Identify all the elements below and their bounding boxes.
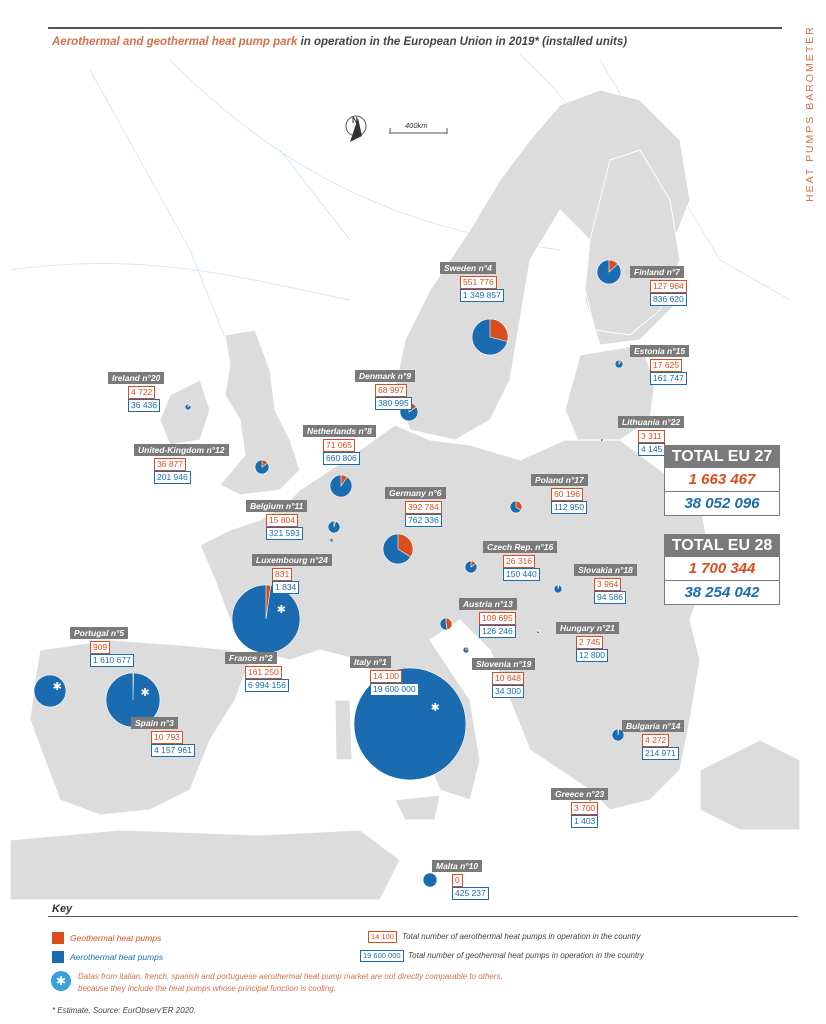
aero-value-sweden: 1 349 857 [460, 289, 504, 302]
geo-value-portugal: 909 [90, 641, 110, 654]
pie-belgium [328, 521, 340, 533]
geo-value-greece: 3 700 [571, 802, 598, 815]
geo-value-estonia: 17 625 [650, 359, 682, 372]
pie-malta [423, 873, 437, 887]
geo-value-spain: 10 793 [151, 731, 183, 744]
north-arrow [346, 116, 366, 142]
pie-uk [255, 460, 269, 474]
pie-germany [383, 534, 413, 564]
total-eu27-geo: 1 663 467 [665, 468, 779, 492]
country-name: Luxembourg n°24 [252, 554, 332, 566]
country-name: Belgium n°11 [246, 500, 307, 512]
key-sample-geo: 14 100 [368, 931, 397, 943]
country-name: Lithuania n°22 [618, 416, 684, 428]
pie-slovenia [463, 647, 469, 653]
sardinia-land [335, 700, 352, 760]
sidebar-text: HEAT PUMPS BAROMETER [804, 25, 816, 202]
aero-value-austria: 126 246 [479, 625, 516, 638]
country-name: Estonia n°15 [630, 345, 689, 357]
country-label-poland [531, 474, 588, 486]
country-name: Spain n°3 [131, 717, 178, 729]
country-name: Slovenia n°19 [472, 658, 535, 670]
aero-value-luxembourg: 1 834 [272, 581, 299, 594]
geo-value-malta: 0 [452, 874, 463, 887]
star-icon: ✱ [276, 602, 286, 616]
key-sample-aero-text: Total number of geothermal heat pumps in operation in the country [408, 951, 644, 960]
pie-luxembourg [330, 538, 334, 542]
aero-value-estonia: 161 747 [650, 372, 687, 385]
country-name: United-Kingdom n°12 [134, 444, 229, 456]
country-name: Austria n°13 [459, 598, 517, 610]
geo-value-hungary: 2 745 [576, 636, 603, 649]
aero-value-uk: 201 946 [154, 471, 191, 484]
geo-swatch [52, 932, 64, 944]
pie-geo-slice-slovenia [466, 647, 469, 650]
pie-hungary [537, 631, 540, 634]
country-label-slovenia [472, 658, 535, 670]
country-name: Germany n°6 [385, 487, 446, 499]
aero-value-greece: 1 403 [571, 815, 598, 828]
pie-poland [510, 501, 522, 513]
scale-label: 400km [405, 121, 428, 130]
aero-value-denmark: 380 995 [375, 397, 412, 410]
geo-value-denmark: 68 997 [375, 384, 407, 397]
country-label-netherlands [303, 425, 376, 437]
pie-lithuania [601, 439, 604, 442]
geo-value-ireland: 4 722 [128, 386, 155, 399]
geo-value-slovakia: 3 964 [594, 578, 621, 591]
aero-value-czech: 150 440 [503, 568, 540, 581]
geo-value-germany: 392 784 [405, 501, 442, 514]
total-eu28-geo: 1 700 344 [665, 557, 779, 581]
pie-finland [597, 260, 621, 284]
svg-text:✱: ✱ [55, 974, 67, 988]
aero-value-netherlands: 660 806 [323, 452, 360, 465]
country-label-france [225, 652, 277, 664]
north-africa-land [10, 830, 400, 900]
country-name: Portugal n°5 [70, 627, 128, 639]
country-name: Slovakia n°18 [574, 564, 637, 576]
country-label-estonia [630, 345, 689, 357]
geo-value-poland: 60 196 [551, 488, 583, 501]
key-note-line2: because they include the heat pumps whose principal function is cooling. [78, 984, 336, 993]
key-geo-label: Geothermal heat pumps [70, 933, 162, 943]
country-name: Poland n°17 [531, 474, 588, 486]
geo-value-luxembourg: 831 [272, 568, 292, 581]
country-name: Finland n°7 [630, 266, 684, 278]
country-name: Denmark n°9 [355, 370, 415, 382]
title-rest: in operation in the European Union in 2019* (installed units) [297, 36, 628, 48]
key-note-line1: Datas from italian, french, spanish and portuguese aerothermal heat pump market are not directly comparable to others, [78, 972, 503, 981]
aero-value-ireland: 36 436 [128, 399, 160, 412]
geo-value-finland: 127 964 [650, 280, 687, 293]
pie-estonia [615, 360, 623, 368]
sicily-land [395, 795, 440, 820]
aero-value-hungary: 12 800 [576, 649, 608, 662]
country-name: France n°2 [225, 652, 277, 664]
geo-value-lithuania: 3 311 [638, 430, 665, 443]
pie-netherlands [330, 475, 352, 497]
aero-value-portugal: 1 610 677 [90, 654, 134, 667]
country-label-sweden [440, 262, 496, 274]
total-eu28 [664, 534, 780, 605]
key-sample-aero: 19 600 000 [360, 950, 404, 962]
pie-geo-slice-lithuania [602, 439, 604, 442]
scale-bar [390, 121, 447, 134]
country-label-germany [385, 487, 446, 499]
pie-france [232, 585, 300, 653]
total-eu27-label: TOTAL EU 27 [665, 446, 779, 468]
total-eu27-aero: 38 052 096 [684, 495, 760, 512]
total-eu28-aero: 38 254 042 [684, 584, 760, 601]
aero-value-belgium: 321 593 [266, 527, 303, 540]
pie-aero-slice-malta [423, 873, 437, 887]
country-label-luxembourg [252, 554, 332, 566]
aero-value-lithuania: 4 145 [638, 443, 665, 456]
country-label-spain [131, 717, 178, 729]
geo-value-italy: 14 100 [370, 670, 402, 683]
country-label-uk [134, 444, 229, 456]
country-name: Bulgaria n°14 [622, 720, 684, 732]
country-name: Czech Rep. n°16 [483, 541, 557, 553]
aero-value-poland: 112 950 [551, 501, 587, 514]
turkey-land [700, 740, 800, 830]
geo-value-slovenia: 10 648 [492, 672, 524, 685]
country-name: Ireland n°20 [108, 372, 164, 384]
pie-slovakia [554, 585, 562, 593]
geo-value-netherlands: 71 065 [323, 439, 355, 452]
country-label-belgium [246, 500, 307, 512]
country-label-czech [483, 541, 557, 553]
star-icon: ✱ [140, 685, 150, 699]
pie-austria [440, 618, 452, 630]
key-sample-geo-text: Total number of aerothermal heat pumps in operation in the country [402, 932, 641, 941]
country-label-bulgaria [622, 720, 684, 732]
country-name: Sweden n°4 [440, 262, 496, 274]
ireland-land [160, 380, 210, 445]
geo-value-uk: 36 877 [154, 458, 186, 471]
country-label-austria [459, 598, 517, 610]
footnote: * Estimate. Source: EurObserv'ER 2020. [52, 1006, 196, 1015]
total-eu28-label: TOTAL EU 28 [665, 535, 779, 557]
country-label-lithuania [618, 416, 684, 428]
country-name: Greece n°23 [551, 788, 608, 800]
country-label-portugal [70, 627, 128, 639]
pie-czech [465, 561, 477, 573]
aero-value-france: 6 994 156 [245, 679, 289, 692]
geo-value-austria: 109 695 [479, 612, 516, 625]
geo-value-czech: 26 316 [503, 555, 535, 568]
aero-value-finland: 836 620 [650, 293, 687, 306]
star-icon: ✱ [52, 680, 62, 694]
country-name: Malta n°10 [432, 860, 482, 872]
key-title: Key [52, 903, 73, 915]
country-name: Netherlands n°8 [303, 425, 376, 437]
country-label-malta [432, 860, 482, 872]
geo-value-france: 161 250 [245, 666, 282, 679]
geo-value-sweden: 551 776 [460, 276, 497, 289]
north-label: N [352, 116, 358, 125]
title-highlight: Aerothermal and geothermal heat pump park [52, 36, 298, 48]
aero-value-malta: 425 237 [452, 887, 489, 900]
aero-value-slovakia: 94 586 [594, 591, 626, 604]
pie-ireland [185, 404, 191, 410]
pie-sweden [472, 319, 508, 355]
aero-value-slovenia: 34 300 [492, 685, 524, 698]
aero-value-bulgaria: 214 971 [642, 747, 679, 760]
star-icon: ✱ [430, 701, 440, 715]
country-label-slovakia [574, 564, 637, 576]
country-label-denmark [355, 370, 415, 382]
country-label-ireland [108, 372, 164, 384]
key-rule [48, 916, 798, 917]
geo-value-bulgaria: 4 272 [642, 734, 669, 747]
country-label-italy [350, 656, 391, 668]
country-label-greece [551, 788, 608, 800]
country-label-hungary [556, 622, 619, 634]
aero-value-germany: 762 336 [405, 514, 442, 527]
aero-swatch [52, 951, 64, 963]
pie-portugal [34, 675, 66, 707]
aero-value-italy: 19 600 000 [370, 683, 419, 696]
country-name: Italy n°1 [350, 656, 391, 668]
star-icon [50, 970, 72, 992]
country-label-finland [630, 266, 684, 278]
geo-value-belgium: 15 804 [266, 514, 298, 527]
country-name: Hungary n°21 [556, 622, 619, 634]
key-aero-label: Aerothermal heat pumps [70, 952, 164, 962]
total-eu27 [664, 445, 780, 516]
aero-value-spain: 4 157 961 [151, 744, 195, 757]
